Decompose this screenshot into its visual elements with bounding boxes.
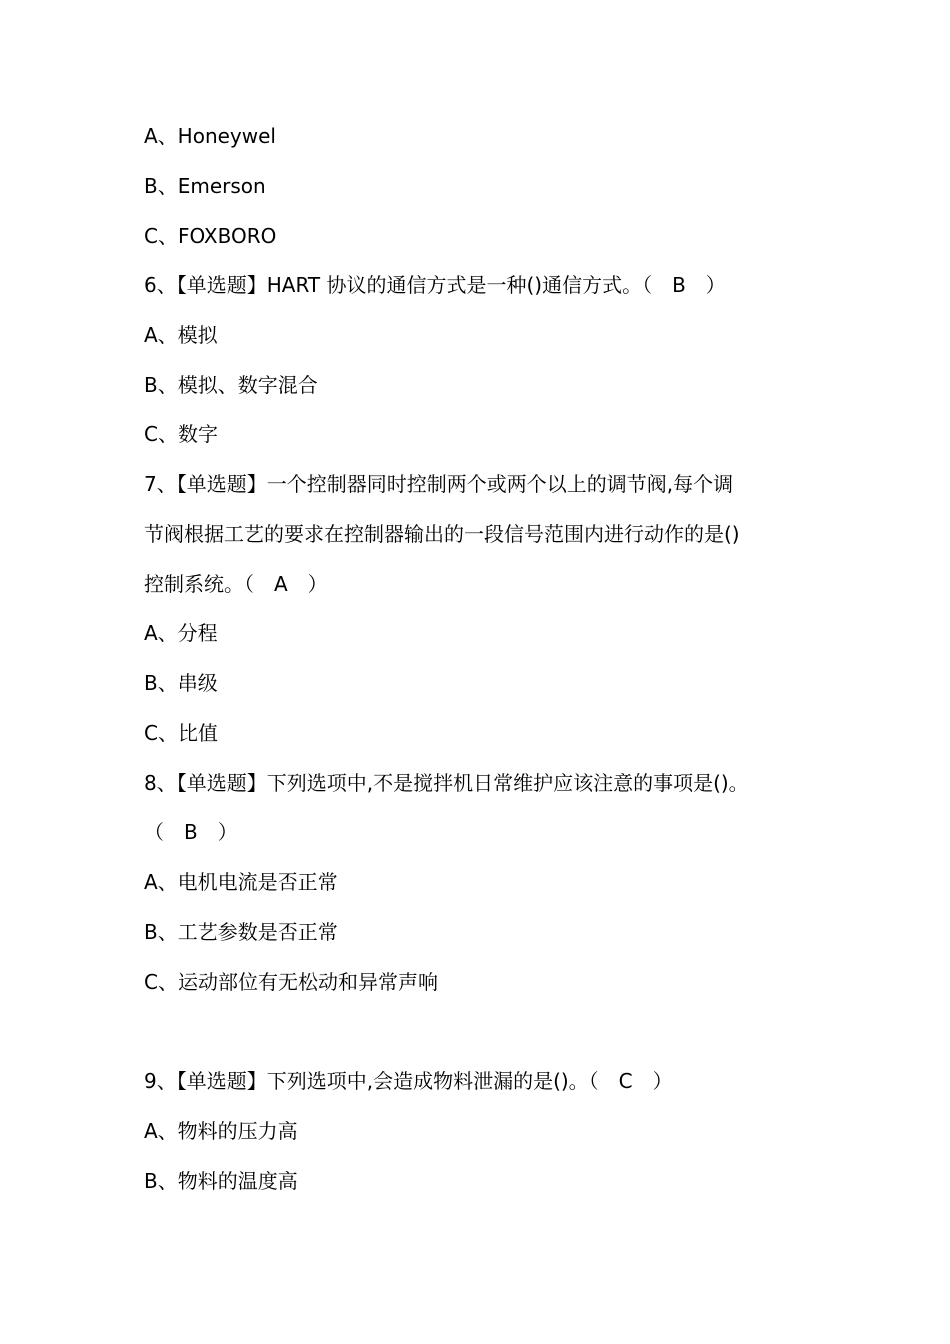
q6-option-b: B、模拟、数字混合 (144, 373, 318, 397)
q8-question-line-1: 8、【单选题】下列选项中,不是搅拌机日常维护应该注意的事项是()。 (144, 771, 749, 795)
q7-option-b: B、串级 (144, 671, 218, 695)
q7-question-line-3: 控制系统。（ A ） (144, 572, 328, 596)
q7-option-c: C、比值 (144, 721, 218, 745)
q5-option-a: A、Honeywel (144, 124, 276, 148)
q7-option-a: A、分程 (144, 621, 218, 645)
q8-option-c: C、运动部位有无松动和异常声响 (144, 970, 438, 994)
q6-question: 6、【单选题】HART 协议的通信方式是一种()通信方式。（ B ） (144, 273, 726, 297)
q9-option-b: B、物料的温度高 (144, 1169, 298, 1193)
q5-option-b: B、Emerson (144, 174, 266, 198)
q9-question: 9、【单选题】下列选项中,会造成物料泄漏的是()。（ C ） (144, 1069, 673, 1093)
q6-option-c: C、数字 (144, 422, 218, 446)
q9-option-a: A、物料的压力高 (144, 1119, 298, 1143)
q5-option-c: C、FOXBORO (144, 224, 277, 248)
q8-option-b: B、工艺参数是否正常 (144, 920, 338, 944)
q7-question-line-1: 7、【单选题】一个控制器同时控制两个或两个以上的调节阀,每个调 (144, 472, 734, 496)
q6-option-a: A、模拟 (144, 323, 218, 347)
q8-option-a: A、电机电流是否正常 (144, 870, 338, 894)
q8-question-line-2: （ B ） (144, 820, 238, 844)
q7-question-line-2: 节阀根据工艺的要求在控制器输出的一段信号范围内进行动作的是() (144, 522, 740, 546)
